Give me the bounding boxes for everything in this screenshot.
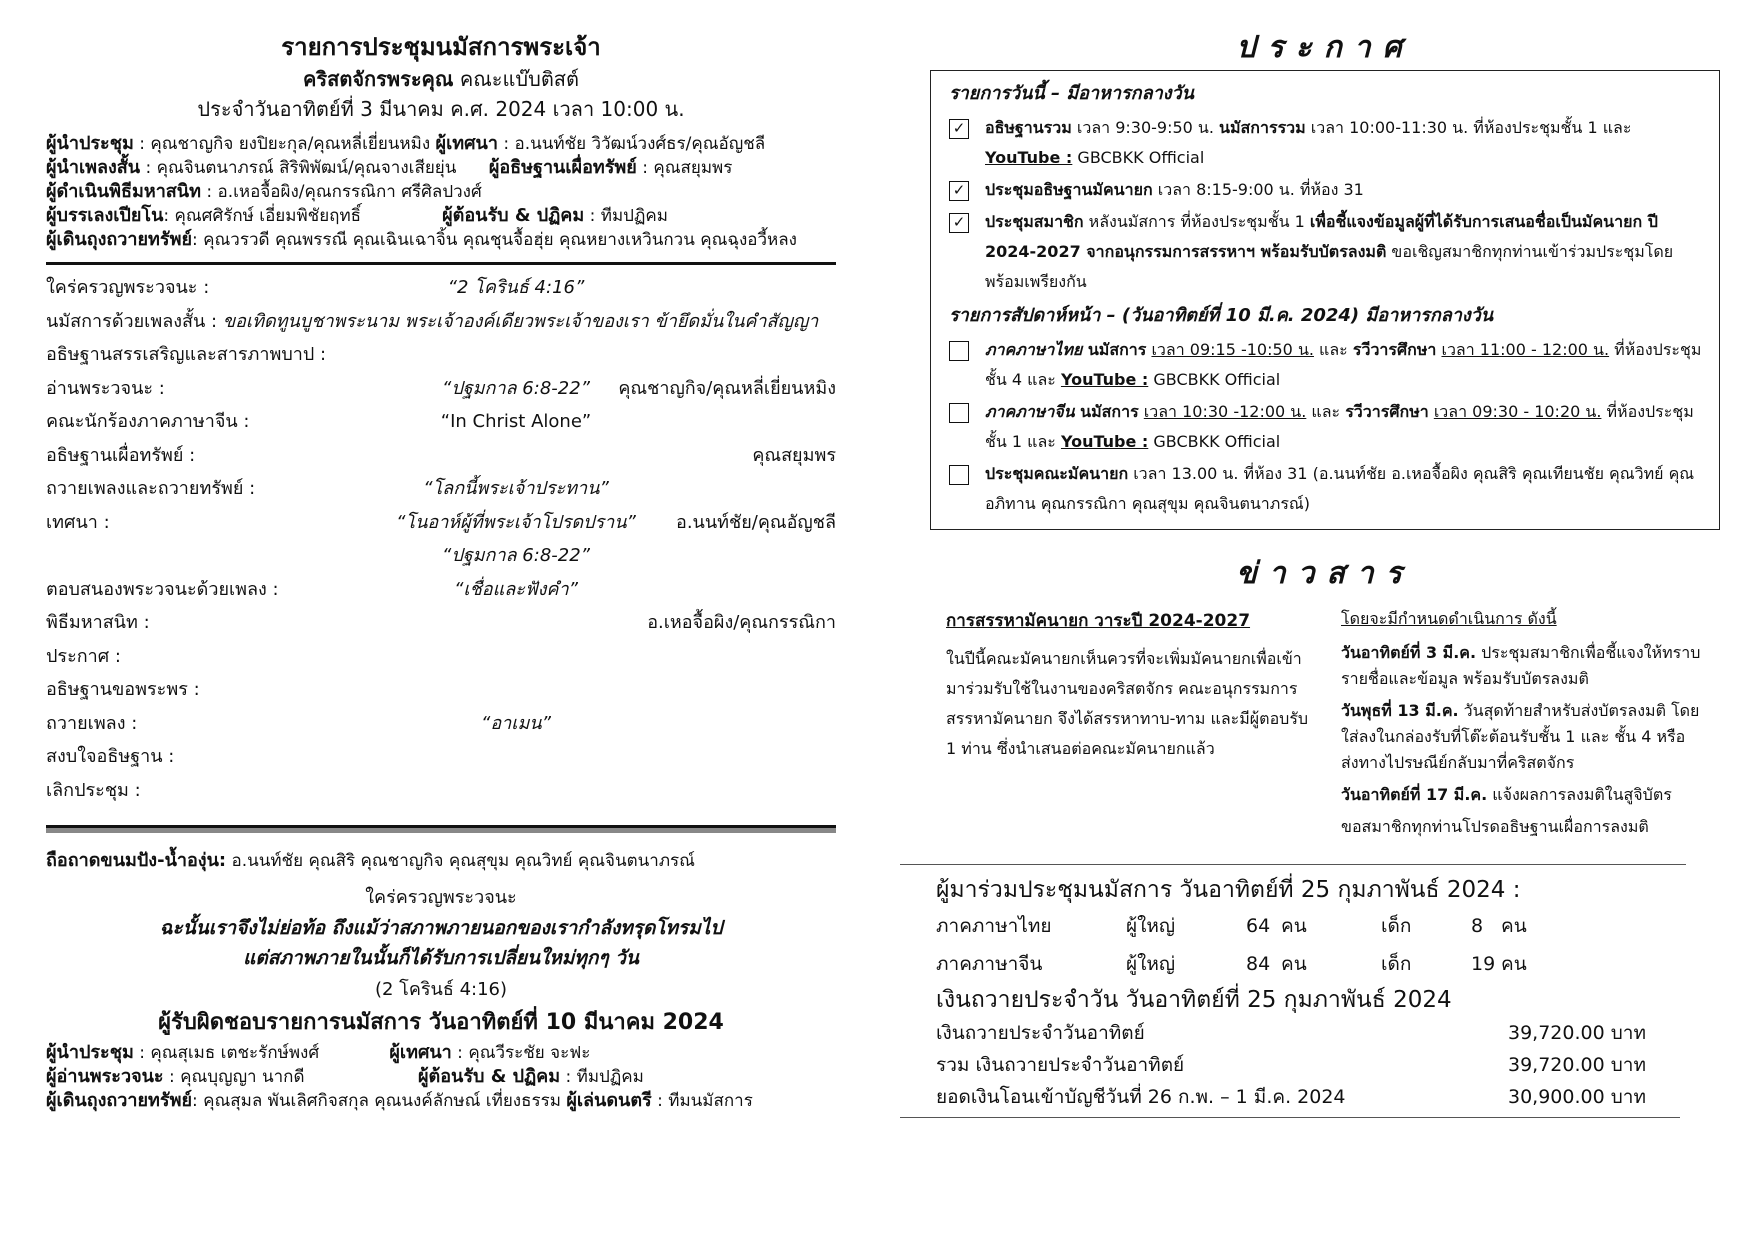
attendance-title: ผู้มาร่วมประชุมนมัสการ วันอาทิตย์ที่ 25 กุมภาพันธ์ 2024 : [936, 877, 1521, 903]
order-label: ตอบสนองพระวจนะด้วยเพลง : [46, 578, 279, 600]
attendance-cell: 19 [1471, 953, 1496, 975]
attendance-cell: ผู้ใหญ่ [1126, 953, 1176, 975]
communion-servers: ถือถาดขนมปัง-น้ำองุ่น: อ.นนท์ชัย คุณสิริ คุณชาญกิจ คุณสุขุม คุณวิทย์ คุณจินตนาภรณ์ [46, 850, 695, 871]
role-label: ผู้อ่านพระวจนะ [46, 1066, 164, 1087]
role-value: : ทีมปฏิคม [584, 206, 668, 226]
offering-amount: 39,720.00 บาท [1508, 1054, 1646, 1076]
role-label: ผู้เทศนา [389, 1042, 452, 1063]
order-of-service [46, 271, 836, 807]
role-label: ผู้นำประชุม [46, 133, 134, 154]
order-item [46, 774, 836, 808]
attendance-cell: คน [1281, 953, 1307, 975]
role-label: ผู้บรรเลงเปียโน [46, 205, 164, 226]
schedule-text: ประชุมสมาชิกเพื่อชี้แจงให้ทราบรายชื่อและข้อมูล พร้อมรับบัตรลงมติ [1341, 643, 1701, 688]
announce-text: ประชุมอธิษฐานมัคนายก เวลา 8:15-9:00 น. ที่ห้อง 31 [985, 180, 1364, 199]
role-row [46, 180, 836, 204]
checked-box-icon: ✓ [949, 119, 969, 139]
offering-row [936, 1049, 1686, 1081]
role-value: : อ.นนท์ชัย วิวัฒน์วงศ์ธร/คุณอัญชลี [497, 134, 766, 154]
order-item [46, 707, 836, 741]
role-label: ผู้เดินถุงถวายทรัพย์ [46, 229, 192, 250]
attendance-cell: 64 [1246, 915, 1271, 937]
next-week-title: ผู้รับผิดชอบรายการนมัสการ วันอาทิตย์ที่ 10 มีนาคม 2024 [158, 1010, 724, 1035]
order-label: อธิษฐานสรรเสริญและสารภาพบาป : [46, 344, 327, 365]
offering-row [936, 1017, 1686, 1049]
next-week-heading: รายการสัปดาห์หน้า – (วันอาทิตย์ที่ 10 มี.ค. 2024) มีอาหารกลางวัน [949, 305, 1494, 326]
offering-table [936, 1017, 1686, 1113]
order-item [46, 405, 836, 439]
order-label: ใคร่ครวญพระวจนะ : [46, 277, 210, 298]
offering-amount: 39,720.00 บาท [1508, 1022, 1646, 1044]
order-item [46, 740, 836, 774]
order-item [46, 573, 836, 607]
order-people: อ.นนท์ชัย/คุณอัญชลี [676, 511, 836, 533]
order-item [46, 372, 836, 406]
order-reference: “โนอาห์ผู้ที่พระเจ้าโปรดปราน” [396, 511, 636, 533]
today-heading: รายการวันนี้ – มีอาหารกลางวัน [949, 83, 1194, 104]
announce-item [949, 175, 1703, 205]
news-section [930, 606, 1720, 846]
announce-text: อธิษฐานรวม เวลา 9:30-9:50 น. นมัสการรวม เวลา 10:00-11:30 น. ที่ห้องประชุมชั้น 1 และ YouTube : GBCBKK Official [985, 118, 1632, 167]
verse-line-1: ฉะนั้นเราจึงไม่ย่อท้อ ถึงแม้ว่าสภาพภายนอกของเรากำลังทรุดโทรมไป [159, 917, 723, 939]
announce-text: ประชุมสมาชิก หลังนมัสการ ที่ห้องประชุมชั้น 1 เพื่อชี้แจงข้อมูลผู้ที่ได้รับการเสนอชื่อเป็นมัคนายก ปี 2024-2027 จากอนุกรรมการสรรหาฯ พร้อมรับบัตรลงมติ ขอเชิญสมาชิกทุกท่านเข้าร่วมประชุมโดยพร้อมเพรียงกัน [985, 212, 1674, 291]
order-label: อธิษฐานเผื่อทรัพย์ : [46, 444, 196, 466]
order-label: เลิกประชุม : [46, 779, 141, 801]
order-label: อ่านพระวจนะ : [46, 377, 165, 399]
role-label: ผู้เทศนา [435, 133, 498, 154]
order-item [46, 539, 836, 573]
attendance-cell: เด็ก [1381, 953, 1412, 975]
next-list [949, 335, 1703, 519]
role-value: : คุณศศิรักษ์ เอี่ยมพิชัยฤทธิ์ [163, 206, 443, 226]
role-value: : คุณสุเมธ เตชะรักษ์พงศ์ [133, 1043, 390, 1063]
order-item [46, 338, 836, 372]
church-name: คริสตจักรพระคุณ คณะแบ๊บติสต์ [303, 67, 579, 91]
role-label: ผู้นำประชุม [46, 1042, 134, 1063]
order-people: คุณสยุมพร [752, 444, 836, 466]
checked-box-icon: ✓ [949, 213, 969, 233]
attendance-row [936, 945, 1686, 983]
schedule-item [1341, 640, 1701, 692]
role-row [46, 132, 836, 156]
announce-item [949, 459, 1703, 519]
role-row [46, 228, 836, 252]
news-left-body: ในปีนี้คณะมัคนายกเห็นควรที่จะเพิ่มมัคนายกเพื่อเข้ามาร่วมรับใช้ในงานของคริสตจักร คณะอนุกรรมการสรรหามัคนายก จึงได้สรรหาทาบ-ทาม และมีผู้ตอบรับ 1 ท่าน ซึ่งนำเสนอต่อคณะมัคนายกแล้ว [946, 649, 1309, 758]
offering-label: รวม เงินถวายประจำวันอาทิตย์ [936, 1054, 1185, 1076]
attendance-cell: ผู้ใหญ่ [1126, 915, 1176, 937]
attendance-cell: 84 [1246, 953, 1271, 975]
announce-item [949, 335, 1703, 395]
role-row [46, 1041, 836, 1065]
order-label: นมัสการด้วยเพลงสั้น : ขอเทิดทูนบูชาพระนาม พระเจ้าองค์เดียวพระเจ้าของเรา ข้ายึดมั่นในคำสัญญา [46, 310, 819, 332]
order-label: อธิษฐานขอพระพร : [46, 679, 200, 700]
role-value: : อ.เหอจื้อผิง/คุณกรรณิกา ศรีศิลปวงศ์ [200, 182, 482, 202]
role-label: ผู้เดินถุงถวายทรัพย์ [46, 1090, 192, 1111]
attendance-row [936, 907, 1686, 945]
announce-box [930, 70, 1720, 530]
schedule-item [1341, 698, 1701, 776]
order-reference: “เชื่อและฟังคำ” [454, 578, 578, 600]
stats-section [900, 864, 1686, 1118]
schedule-day: วันพุธที่ 13 มี.ค. [1341, 701, 1459, 720]
meditation-title: ใคร่ครวญพระวจนะ [365, 887, 517, 908]
role-value: : คุณสุมล พันเลิศกิจสกุล คุณนงค์ลักษณ์ เที่ยงธรรม [192, 1091, 567, 1111]
role-label: ผู้ต้อนรับ & ปฏิคม [442, 205, 585, 226]
role-label: ผู้ต้อนรับ & ปฏิคม [417, 1066, 561, 1087]
order-item [46, 439, 836, 473]
checkbox-icon [949, 465, 969, 485]
announce-item [949, 207, 1703, 297]
role-list [46, 132, 836, 252]
divider [46, 262, 836, 265]
announce-item [949, 113, 1703, 173]
double-divider [46, 825, 836, 833]
attendance-cell: คน [1501, 953, 1527, 975]
order-people: คุณชาญกิจ/คุณหลี่เยี่ยนหมิง [618, 377, 836, 399]
announce-text: ประชุมคณะมัคนายก เวลา 13.00 น. ที่ห้อง 31 (อ.นนท์ชัย อ.เหอจื้อผิง คุณสิริ คุณเทียนชัย คุณวิทย์ คุณอภิทาน คุณกรรณิกา คุณสุขุม คุณจินตนาภรณ์) [985, 464, 1695, 513]
checkbox-icon [949, 341, 969, 361]
verse-line-2: แต่สภาพภายในนั้นก็ได้รับการเปลี่ยนใหม่ทุกๆ วัน [243, 947, 639, 969]
schedule-day: วันอาทิตย์ที่ 17 มี.ค. [1341, 785, 1488, 804]
order-item [46, 640, 836, 674]
order-item [46, 506, 836, 540]
service-date: ประจำวันอาทิตย์ที่ 3 มีนาคม ค.ศ. 2024 เวลา 10:00 น. [197, 97, 685, 121]
service-program [46, 30, 836, 1113]
order-label: เทศนา : [46, 511, 110, 533]
order-label: ถวายเพลง : [46, 712, 138, 734]
order-reference: “ปฐมกาล 6:8-22” [442, 545, 590, 566]
news-left [930, 606, 1311, 846]
news-right [1341, 606, 1701, 846]
offering-label: ยอดเงินโอนเข้าบัญชีวันที่ 26 ก.พ. – 1 มี.ค. 2024 [936, 1086, 1346, 1108]
attendance-cell: คน [1281, 915, 1307, 937]
order-label: พิธีมหาสนิท : [46, 612, 150, 633]
order-label: ถวายเพลงและถวายทรัพย์ : [46, 478, 256, 499]
order-item [46, 606, 836, 640]
order-people: อ.เหอจื้อผิง/คุณกรรณิกา [647, 612, 836, 633]
order-label: คณะนักร้องภาคภาษาจีน : [46, 411, 250, 432]
order-label: สงบใจอธิษฐาน : [46, 746, 175, 767]
news-schedule [1341, 640, 1701, 808]
order-reference: “ปฐมกาล 6:8-22” [442, 377, 590, 399]
offering-row [936, 1081, 1686, 1113]
offering-label: เงินถวายประจำวันอาทิตย์ [936, 1022, 1145, 1044]
role-row [46, 1065, 836, 1089]
role-label: ผู้นำเพลงสั้น [46, 157, 141, 178]
role-row [46, 204, 836, 228]
announce-item [949, 397, 1703, 457]
attendance-cell: ภาคภาษาจีน [936, 953, 1043, 975]
announce-text: ภาคภาษาจีน นมัสการ เวลา 10:30 -12:00 น. และ รวีวารศึกษา เวลา 09:30 - 10:20 น. ที่ห้องประชุมชั้น 1 และ YouTube : GBCBKK Official [985, 402, 1694, 451]
role-value: : ทีมนมัสการ [651, 1091, 753, 1111]
offering-amount: 30,900.00 บาท [1508, 1086, 1646, 1108]
today-list [949, 113, 1703, 297]
announcements [930, 30, 1720, 1118]
news-right-heading: โดยจะมีกำหนดดำเนินการ ดังนี้ [1341, 609, 1557, 628]
order-item [46, 673, 836, 707]
schedule-item [1341, 782, 1701, 808]
order-item [46, 271, 836, 305]
role-label: ผู้อธิษฐานเผื่อทรัพย์ [488, 157, 637, 178]
role-label: ผู้เล่นดนตรี [566, 1090, 652, 1111]
announce-text: ภาคภาษาไทย นมัสการ เวลา 09:15 -10:50 น. และ รวีวารศึกษา เวลา 11:00 - 12:00 น. ที่ห้องประชุมชั้น 4 และ YouTube : GBCBKK Official [985, 340, 1702, 389]
role-row [46, 1089, 836, 1113]
offering-title: เงินถวายประจำวัน วันอาทิตย์ที่ 25 กุมภาพันธ์ 2024 [936, 987, 1452, 1013]
checked-box-icon: ✓ [949, 181, 969, 201]
order-inline: ขอเทิดทูนบูชาพระนาม พระเจ้าองค์เดียวพระเจ้าของเรา ข้ายึดมั่นในคำสัญญา [222, 310, 819, 332]
order-reference: “In Christ Alone” [440, 411, 592, 432]
schedule-text: แจ้งผลการลงมติในสูจิบัตร [1487, 785, 1672, 804]
order-reference: “2 โครินธ์ 4:16” [447, 277, 585, 298]
attendance-cell: 8 [1471, 915, 1484, 937]
schedule-text: วันสุดท้ายสำหรับส่งบัตรลงมติ โดยใส่ลงในกล่องรับที่โต๊ะต้อนรับชั้น 1 และ ชั้น 4 หรือส่งทางไปรษณีย์กลับมาที่คริสตจักร [1341, 701, 1700, 772]
schedule-day: วันอาทิตย์ที่ 3 มี.ค. [1341, 643, 1477, 662]
role-value: : ทีมปฏิคม [560, 1067, 644, 1087]
news-title: ข่าวสาร [1236, 556, 1414, 591]
divider [900, 1117, 1680, 1118]
role-value: : คุณชาญกิจ ยงปิยะกุล/คุณหลี่เยี่ยนหมิง [133, 134, 436, 154]
attendance-cell: คน [1501, 915, 1527, 937]
verse-reference: (2 โครินธ์ 4:16) [374, 979, 508, 1000]
checkbox-icon [949, 403, 969, 423]
role-label: ผู้ดำเนินพิธีมหาสนิท [46, 181, 201, 202]
order-label: ประกาศ : [46, 645, 121, 667]
role-value: : คุณสยุมพร [636, 158, 733, 178]
order-item [46, 305, 836, 339]
news-right-tail: ขอสมาชิกทุกท่านโปรดอธิษฐานเผื่อการลงมติ [1341, 817, 1649, 836]
attendance-cell: เด็ก [1381, 915, 1412, 937]
order-item [46, 472, 836, 506]
announce-title: ประกาศ [1236, 30, 1414, 65]
next-role-list [46, 1041, 836, 1113]
role-value: : คุณวรวดี คุณพรรณี คุณเฉินเฉาจิ้น คุณชุนจื้อฮุ่ย คุณหยางเหวินกวน คุณฉุงอวี้หลง [192, 230, 797, 250]
role-value: : คุณวีระชัย จะฟะ [451, 1043, 591, 1063]
attendance-table [936, 907, 1686, 983]
order-reference: “โลกนี้พระเจ้าประทาน” [423, 478, 609, 499]
attendance-cell: ภาคภาษาไทย [936, 915, 1052, 937]
program-title: รายการประชุมนมัสการพระเจ้า [281, 33, 601, 61]
order-reference: “อาเมน” [481, 712, 551, 734]
role-row [46, 156, 836, 180]
news-left-heading: การสรรหามัคนายก วาระปี 2024-2027 [946, 611, 1251, 631]
role-value: : คุณบุญญา นากดี [163, 1067, 418, 1087]
role-value: : คุณจินตนาภรณ์ สิริพิพัฒน์/คุณจางเสียยุ่น [140, 158, 489, 178]
